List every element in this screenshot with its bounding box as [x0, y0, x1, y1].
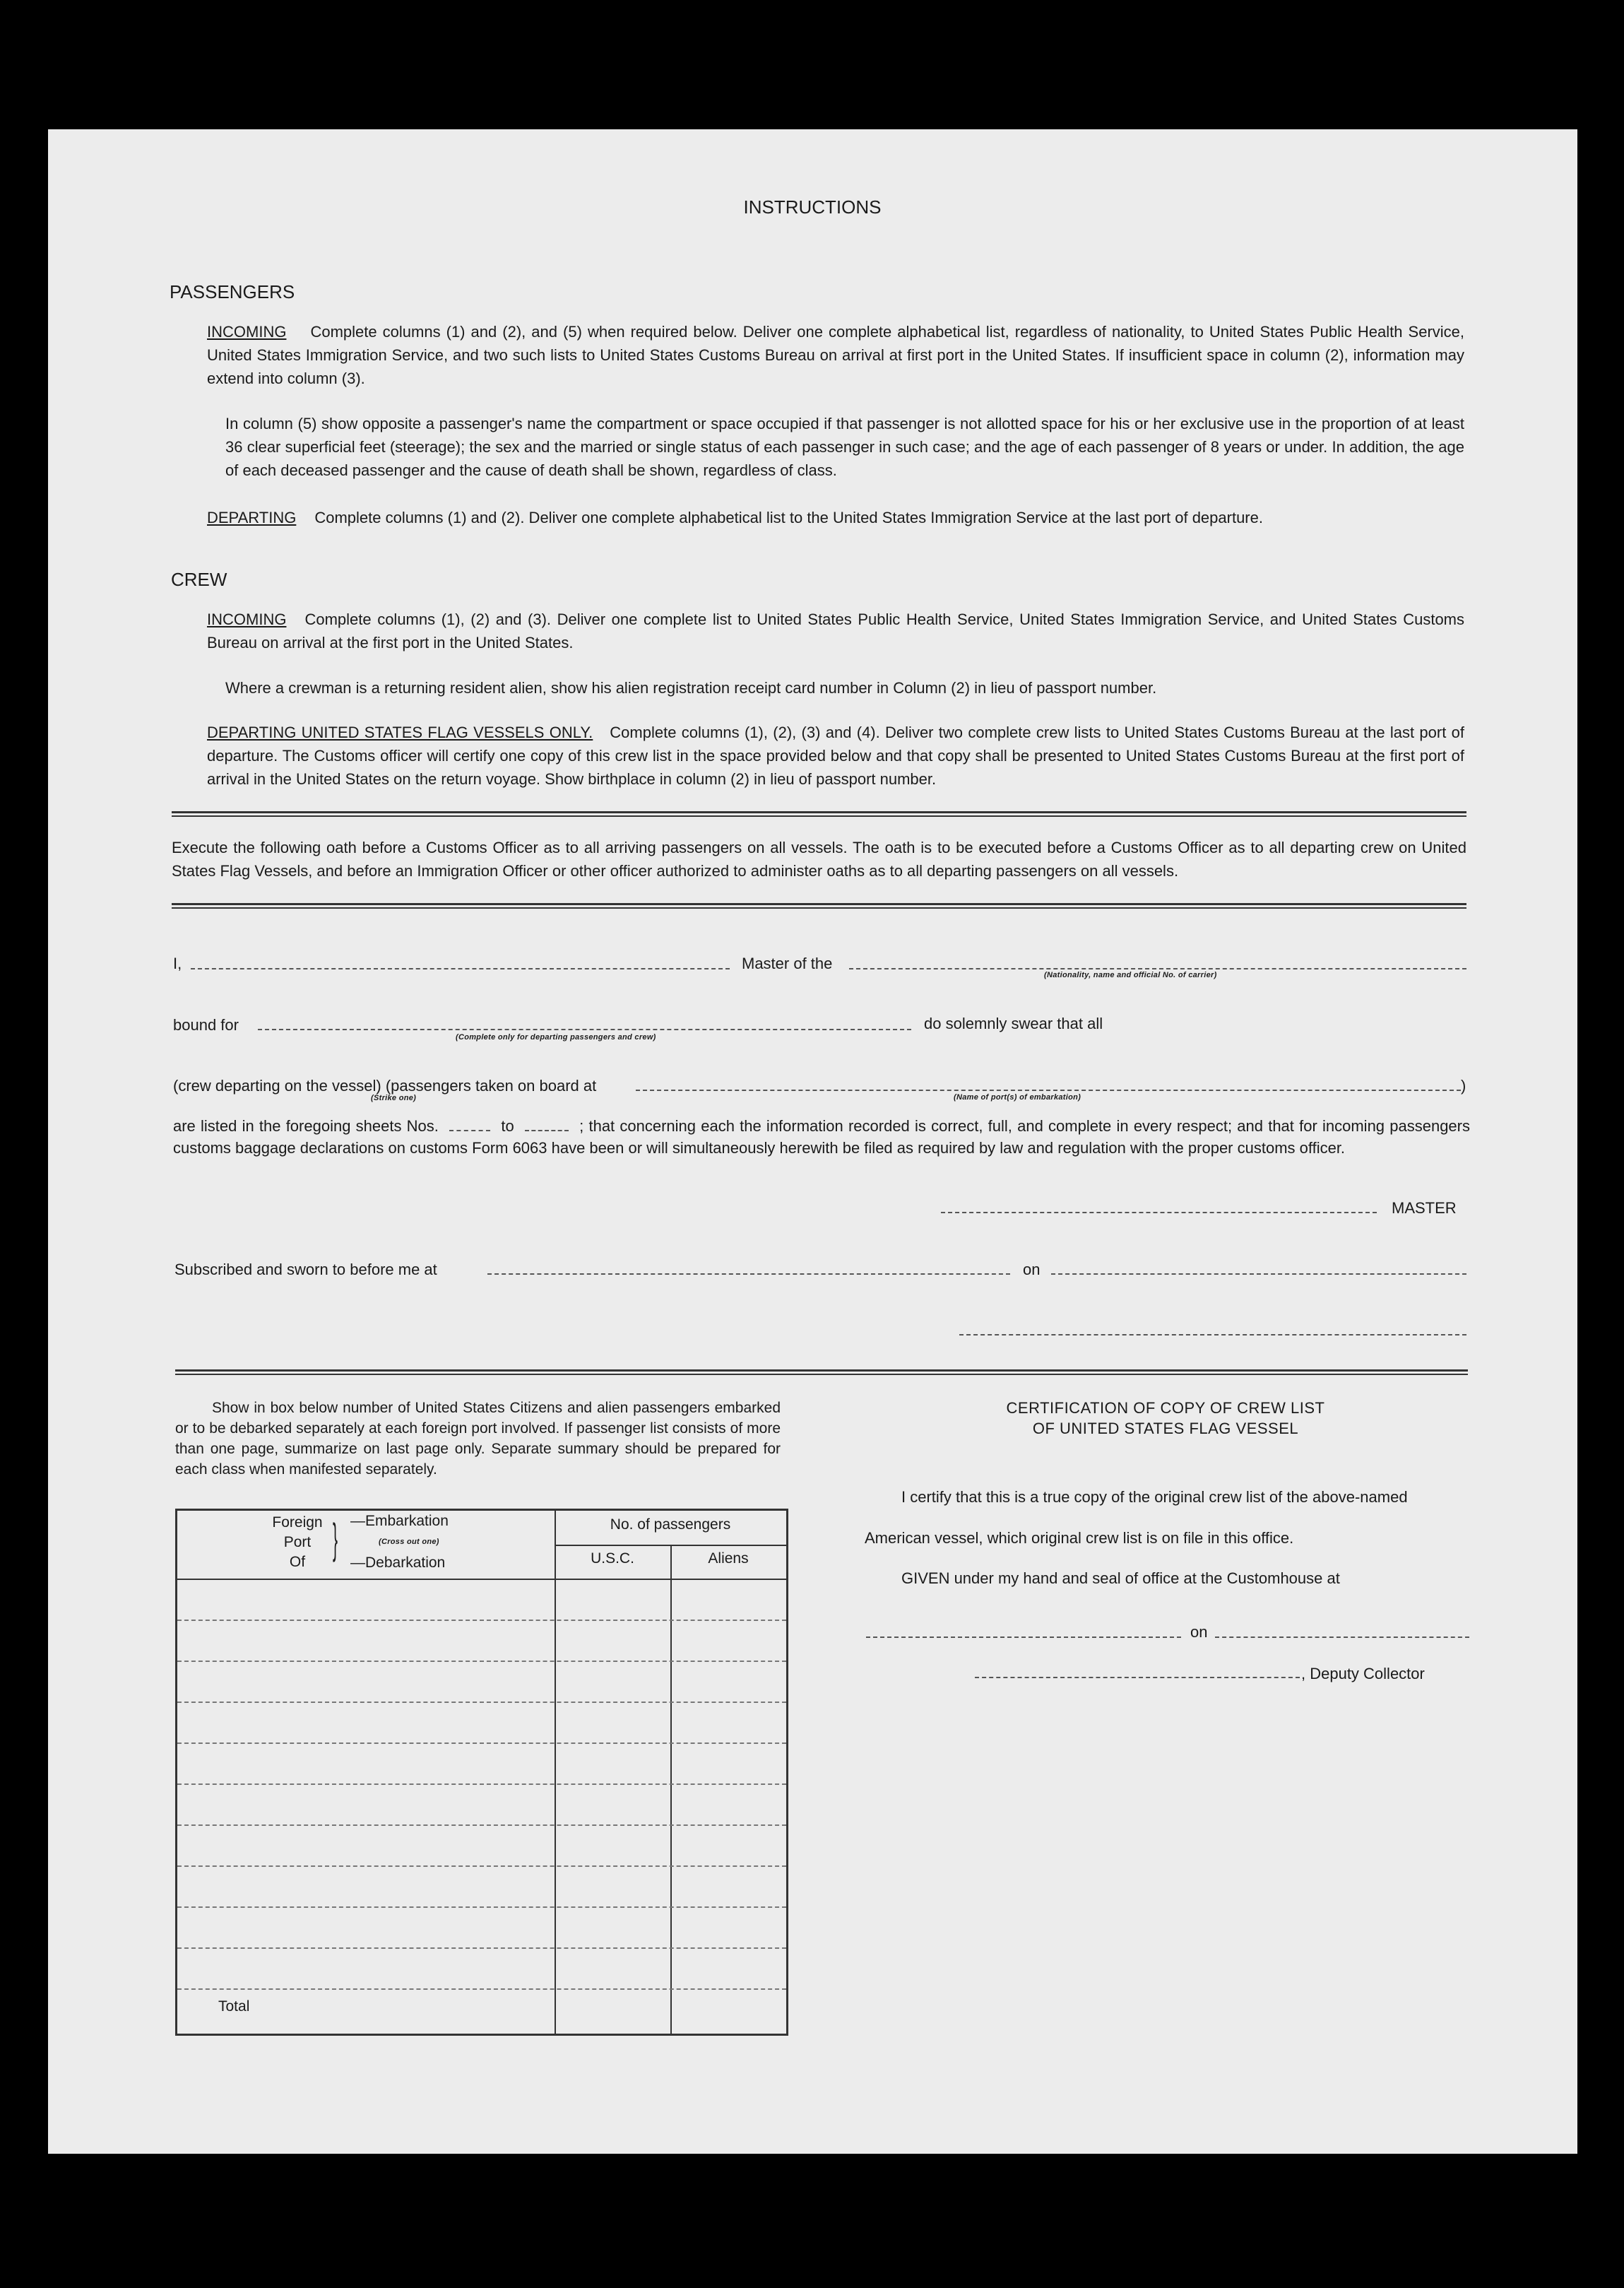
table-row[interactable] — [177, 1865, 786, 1867]
debarkation-label: —Debarkation — [350, 1555, 446, 1571]
column-divider — [555, 1511, 556, 2034]
foreign-port-line: Port — [283, 1534, 312, 1550]
crew-incoming-block — [207, 608, 1464, 654]
divider — [172, 811, 1466, 817]
table-row[interactable] — [177, 1742, 786, 1744]
page-title: INSTRUCTIONS — [743, 196, 882, 218]
cross-out-note: (Cross out one) — [379, 1538, 439, 1546]
passengers-column5-text: In column (5) show opposite a passenger's name the compartment or space occupied if that passenger is not allotted space for his or her exclusive use in the proportion of at least 36 clear superficial feet (steerage); the sex and the married or single status of each passenger in such case; and the age of each passenger of 8 years or under. In addition, the age of each deceased passenger and the cause of death shall be shown, regardless of class. — [225, 415, 1464, 479]
ports-note: (Name of port(s) of embarkation) — [954, 1093, 1081, 1102]
foreign-port-line: Of — [289, 1554, 306, 1570]
divider — [172, 903, 1466, 909]
passengers-departing-text: Complete columns (1) and (2). Deliver one complete alphabetical list to the United States Immigration Service at the last port of departure. — [314, 509, 1263, 526]
column-divider — [670, 1545, 672, 2034]
usc-header: U.S.C. — [591, 1550, 634, 1567]
crew-resident-text: Where a crewman is a returning resident alien, show his alien registration receipt card number in Column (2) in lieu of passport number. — [225, 679, 1157, 697]
brace-glyph: } — [333, 1515, 338, 1562]
listed-sheets-a: are listed in the foregoing sheets Nos. — [173, 1117, 439, 1135]
strike-one-note: (Strike one) — [371, 1094, 417, 1102]
subscribed-on-label: on — [1023, 1261, 1041, 1278]
carrier-field[interactable] — [849, 968, 1466, 969]
crew-departing-text: Complete columns (1), (2), (3) and (4). Deliver two complete crew lists to United States Customs Bureau at the last port of departure. The Customs officer will certify one copy of this crew list in the space provided below and that copy shall be presented to United States Customs Bureau at the first port of arrival in the United States on the return voyage. Show birthplace in column (2) in lieu of passport number. — [207, 724, 1464, 788]
nationality-note: (Nationality, name and official No. of carrier) — [1044, 971, 1217, 979]
certify-on-label: on — [1190, 1623, 1208, 1641]
swear-label: do solemnly swear that all — [924, 1015, 1103, 1032]
foreign-port-header — [262, 1513, 333, 1572]
passengers-departing-label: DEPARTING — [207, 509, 297, 526]
crew-passengers-label: (crew departing on the vessel) (passengers taken on board at — [173, 1077, 597, 1095]
deputy-signature-field[interactable] — [975, 1677, 1300, 1678]
certification-title-line: OF UNITED STATES FLAG VESSEL — [1032, 1420, 1299, 1437]
sheet-from-field[interactable] — [449, 1130, 490, 1131]
table-row[interactable] — [177, 1906, 786, 1908]
bound-for-label: bound for — [173, 1016, 239, 1034]
listed-to: to — [501, 1117, 514, 1135]
subscribed-date-field[interactable] — [1051, 1273, 1466, 1275]
listed-sheets-b: ; that concerning each the information recorded is correct, full, and complete in every respect; and that for incoming passengers customs baggage declarations on customs Form 6063 have been or will simultaneously herewith be filed as required by law and regulation with the proper customs officer. — [173, 1117, 1470, 1157]
crew-incoming-text: Complete columns (1), (2) and (3). Deliver one complete list to United States Public Health Service, United States Immigration Service, and United States Customs Bureau on arrival at the first port in the United States. — [207, 611, 1464, 651]
table-row[interactable] — [177, 1620, 786, 1621]
master-name-field[interactable] — [191, 968, 730, 969]
certify-text-b: American vessel, which original crew list is on file in this office. — [865, 1529, 1294, 1547]
master-of-label: Master of the — [742, 955, 833, 972]
header-bottom — [177, 1579, 786, 1580]
master-signature-field[interactable] — [941, 1212, 1377, 1213]
table-row[interactable] — [177, 1702, 786, 1703]
passengers-heading: PASSENGERS — [170, 281, 295, 302]
passengers-departing-block — [207, 506, 1464, 529]
divider — [175, 1369, 1468, 1375]
aliens-header: Aliens — [708, 1550, 749, 1567]
certify-text-a: I certify that this is a true copy of the original crew list of the above-named — [901, 1488, 1408, 1506]
sheet-to-field[interactable] — [525, 1130, 569, 1131]
total-label: Total — [218, 1998, 250, 2015]
passengers-incoming-label: INCOMING — [207, 323, 287, 341]
table-row[interactable] — [177, 1947, 786, 1949]
customhouse-field[interactable] — [866, 1637, 1181, 1638]
passengers-incoming-block — [207, 320, 1464, 390]
passengers-incoming-text: Complete columns (1) and (2), and (5) when required below. Deliver one complete alphabetical list, regardless of nationality, to United States Public Health Service, United States Immigration Service, and two such lists to United States Customs Bureau on arrival at first port in the United States. If insufficient space in column (2), information may extend into column (3). — [207, 323, 1464, 387]
header-divider — [555, 1545, 786, 1546]
crew-departing-label: DEPARTING UNITED STATES FLAG VESSELS ONLY. — [207, 724, 593, 741]
crew-departing-block — [207, 721, 1464, 791]
master-label: MASTER — [1392, 1199, 1457, 1217]
certification-title — [883, 1398, 1448, 1439]
embarkation-ports-field[interactable] — [636, 1090, 1461, 1091]
subscribed-label: Subscribed and sworn to before me at — [174, 1261, 437, 1278]
certification-title-line: CERTIFICATION OF COPY OF CREW LIST — [1006, 1399, 1325, 1417]
certify-date-field[interactable] — [1215, 1637, 1469, 1638]
oath-intro: Execute the following oath before a Customs Officer as to all arriving passengers on all vessels. The oath is to be executed before a Customs Officer as to all departing crew on United States Flag Vessels, and before an Immigration Officer or other officer authorized to administer oaths as to all departing passengers on all vessels. — [172, 839, 1466, 880]
close-paren: ) — [1461, 1077, 1466, 1095]
table-row[interactable] — [177, 1783, 786, 1785]
foreign-port-line: Foreign — [272, 1514, 323, 1531]
subscribed-place-field[interactable] — [487, 1273, 1010, 1275]
table-row[interactable] — [177, 1661, 786, 1662]
crew-incoming-label: INCOMING — [207, 611, 287, 628]
table-row[interactable] — [177, 1988, 786, 1990]
passenger-summary-table — [175, 1509, 788, 2036]
bound-for-field[interactable] — [258, 1029, 911, 1030]
crew-heading: CREW — [171, 569, 227, 590]
deputy-collector-label: , Deputy Collector — [1301, 1665, 1425, 1682]
given-text: GIVEN under my hand and seal of office at the Customhouse at — [901, 1569, 1340, 1587]
complete-only-note: (Complete only for departing passengers and crew) — [456, 1033, 656, 1042]
oath-i-label: I, — [173, 955, 182, 972]
officer-signature-field[interactable] — [959, 1334, 1466, 1335]
table-row[interactable] — [177, 1824, 786, 1826]
no-passengers-header: No. of passengers — [610, 1516, 731, 1533]
summary-instructions: Show in box below number of United States Citizens and alien passengers embarked or to be debarked separately at each foreign port involved. If passenger list consists of more than one page, summarize on last page only. Separate summary should be prepared for each class when manifested separately. — [175, 1400, 781, 1478]
embarkation-label: —Embarkation — [350, 1513, 449, 1529]
listed-sheets-text — [173, 1115, 1470, 1159]
